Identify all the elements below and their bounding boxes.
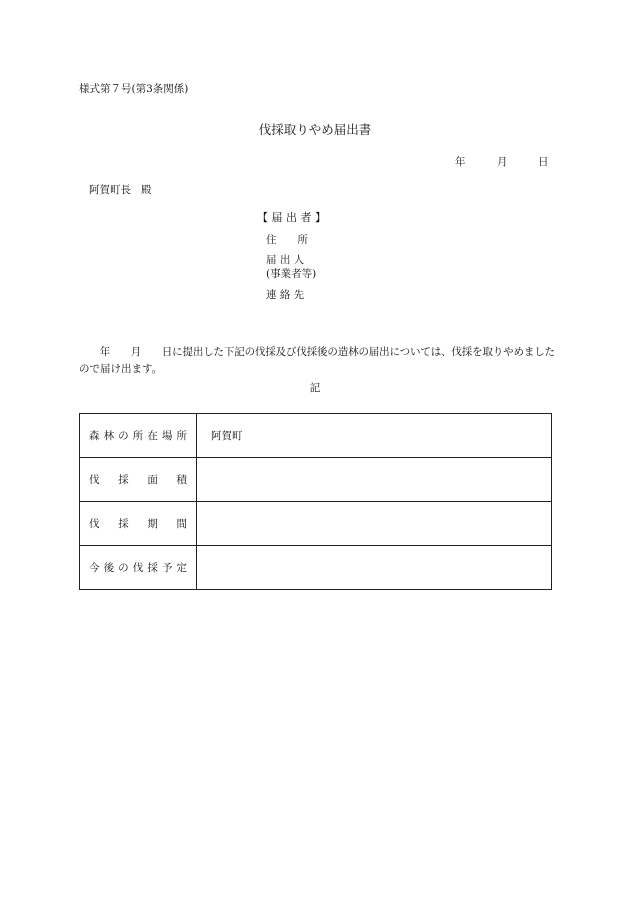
table-row xyxy=(80,502,552,546)
row-value-felling-period xyxy=(197,502,552,546)
notifier-name-label: 届 出 人 xyxy=(266,254,305,266)
date-day-label: 日 xyxy=(538,156,549,168)
row-label-felling-area: 伐採面積 xyxy=(80,458,197,502)
row-value-forest-location: 阿賀町 xyxy=(197,414,552,458)
row-label-future-plan: 今後の伐採予定 xyxy=(80,546,197,590)
document-title: 伐採取りやめ届出書 xyxy=(258,122,372,137)
body-text-line-1: 年 月 日に提出した下記の伐採及び伐採後の造林の届出については、伐採を取りやめました xyxy=(79,346,555,358)
table-row xyxy=(80,546,552,590)
row-label-forest-location: 森林の所在場所 xyxy=(80,414,197,458)
notifier-address-label: 住 所 xyxy=(266,234,308,246)
body-text-line-2: ので届け出ます。 xyxy=(79,363,163,375)
notifier-name-sublabel: (事業者等) xyxy=(266,268,317,280)
row-value-future-plan xyxy=(197,546,552,590)
form-number: 様式第７号(第3条関係) xyxy=(79,83,189,95)
addressee: 阿賀町長 xyxy=(89,184,131,196)
table-row xyxy=(80,414,552,458)
notifier-heading: 【 届 出 者 】 xyxy=(257,211,326,224)
ki-marker: 記 xyxy=(309,382,321,394)
table-row xyxy=(80,458,552,502)
notifier-contact-label: 連 絡 先 xyxy=(266,289,305,301)
detail-table xyxy=(79,413,552,590)
date-month-label: 月 xyxy=(497,156,508,168)
addressee-honorific: 殿 xyxy=(141,184,152,196)
row-label-felling-period: 伐採期間 xyxy=(80,502,197,546)
row-value-felling-area xyxy=(197,458,552,502)
date-year-label: 年 xyxy=(455,156,466,168)
